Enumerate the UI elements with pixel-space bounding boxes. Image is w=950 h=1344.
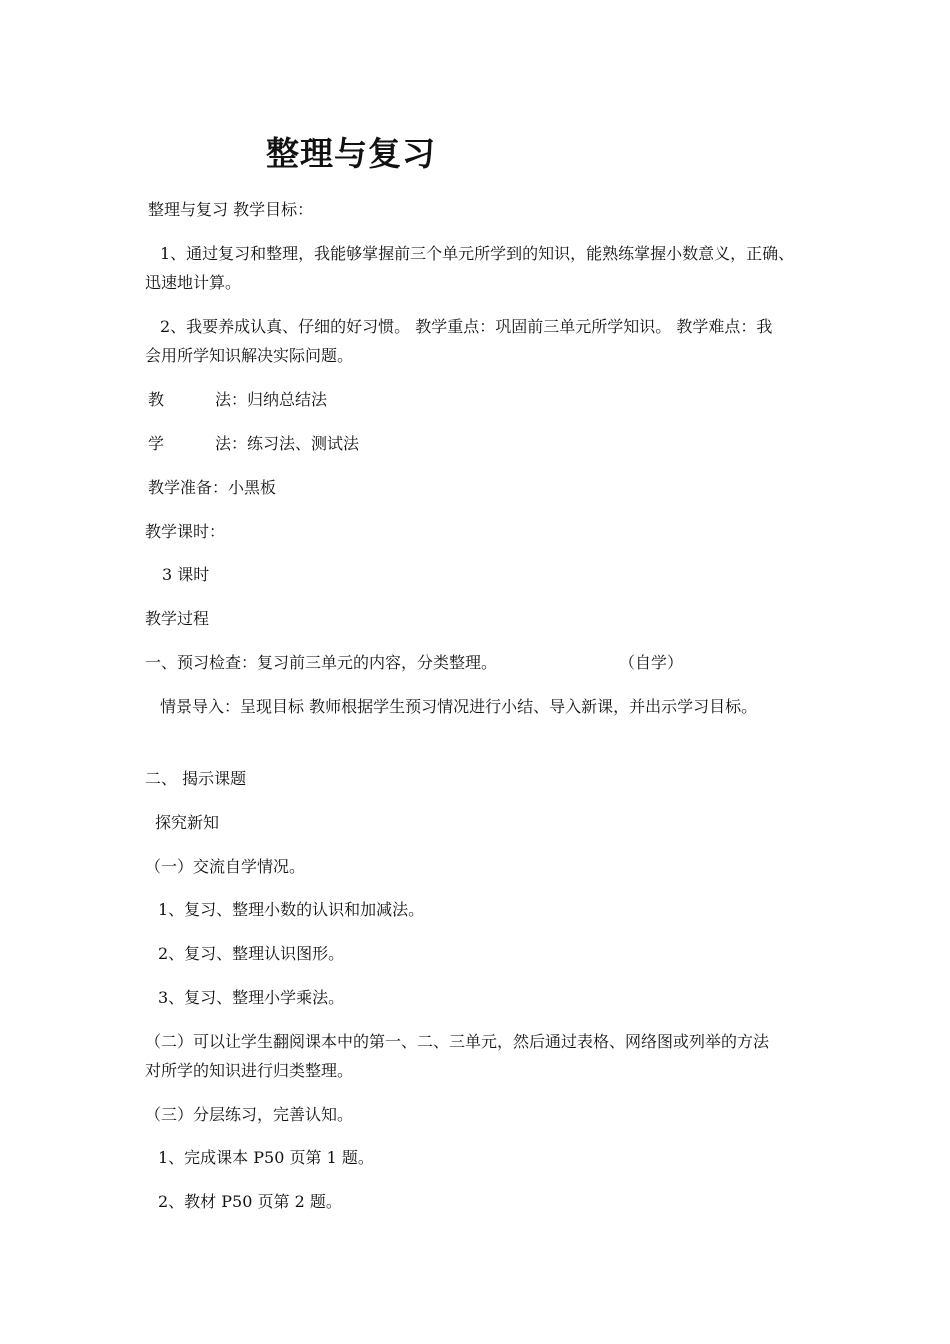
explore-new-knowledge: 探究新知: [155, 813, 220, 832]
subsection-2-line-2: 对所学的知识进行归类整理。: [145, 1061, 354, 1080]
review-item-1: 1、复习、整理小数的认识和加减法。: [158, 900, 425, 919]
learning-method-value: 法：练习法、测试法: [215, 434, 360, 453]
objective-1-line-2: 迅速地计算。: [145, 273, 242, 292]
scenario-intro: 情景导入：呈现目标 教师根据学生预习情况进行小结、导入新课，并出示学习目标。: [160, 697, 758, 716]
class-hours-value: 3 课时: [162, 565, 210, 584]
review-item-3: 3、复习、整理小学乘法。: [158, 988, 345, 1007]
subsection-2-line-1: （二）可以让学生翻阅课本中的第一、二、三单元，然后通过表格、网络图或列举的方法: [145, 1032, 770, 1051]
objectives-heading: 整理与复习 教学目标：: [148, 200, 314, 219]
teaching-method-label: 教: [148, 390, 165, 409]
review-item-2: 2、复习、整理认识图形。: [158, 944, 345, 963]
class-hours-label: 教学课时：: [145, 522, 226, 541]
objective-1-line-1: 1、通过复习和整理，我能够掌握前三个单元所学到的知识，能熟练掌握小数意义，正确、: [160, 244, 795, 263]
objective-2-line-1: 2、我要养成认真、仔细的好习惯。 教学重点：巩固前三单元所学知识。 教学难点：我: [160, 317, 773, 336]
exercise-item-1: 1、完成课本 P50 页第 1 题。: [158, 1148, 374, 1167]
document-title: 整理与复习: [266, 134, 436, 173]
section-1-heading: 一、预习检查：复习前三单元的内容，分类整理。: [145, 653, 498, 672]
self-study-note: （自学）: [619, 653, 684, 672]
teaching-method-value: 法：归纳总结法: [215, 390, 328, 409]
teaching-process-heading: 教学过程: [145, 609, 210, 628]
learning-method-label: 学: [148, 434, 165, 453]
exercise-item-2: 2、教材 P50 页第 2 题。: [158, 1192, 342, 1211]
section-2-heading: 二、 揭示课题: [145, 769, 247, 788]
subsection-3-heading: （三）分层练习，完善认知。: [145, 1105, 354, 1124]
objective-2-line-2: 会用所学知识解决实际问题。: [145, 346, 354, 365]
subsection-1-heading: （一）交流自学情况。: [145, 857, 306, 876]
teaching-preparation: 教学准备：小黑板: [148, 478, 277, 497]
